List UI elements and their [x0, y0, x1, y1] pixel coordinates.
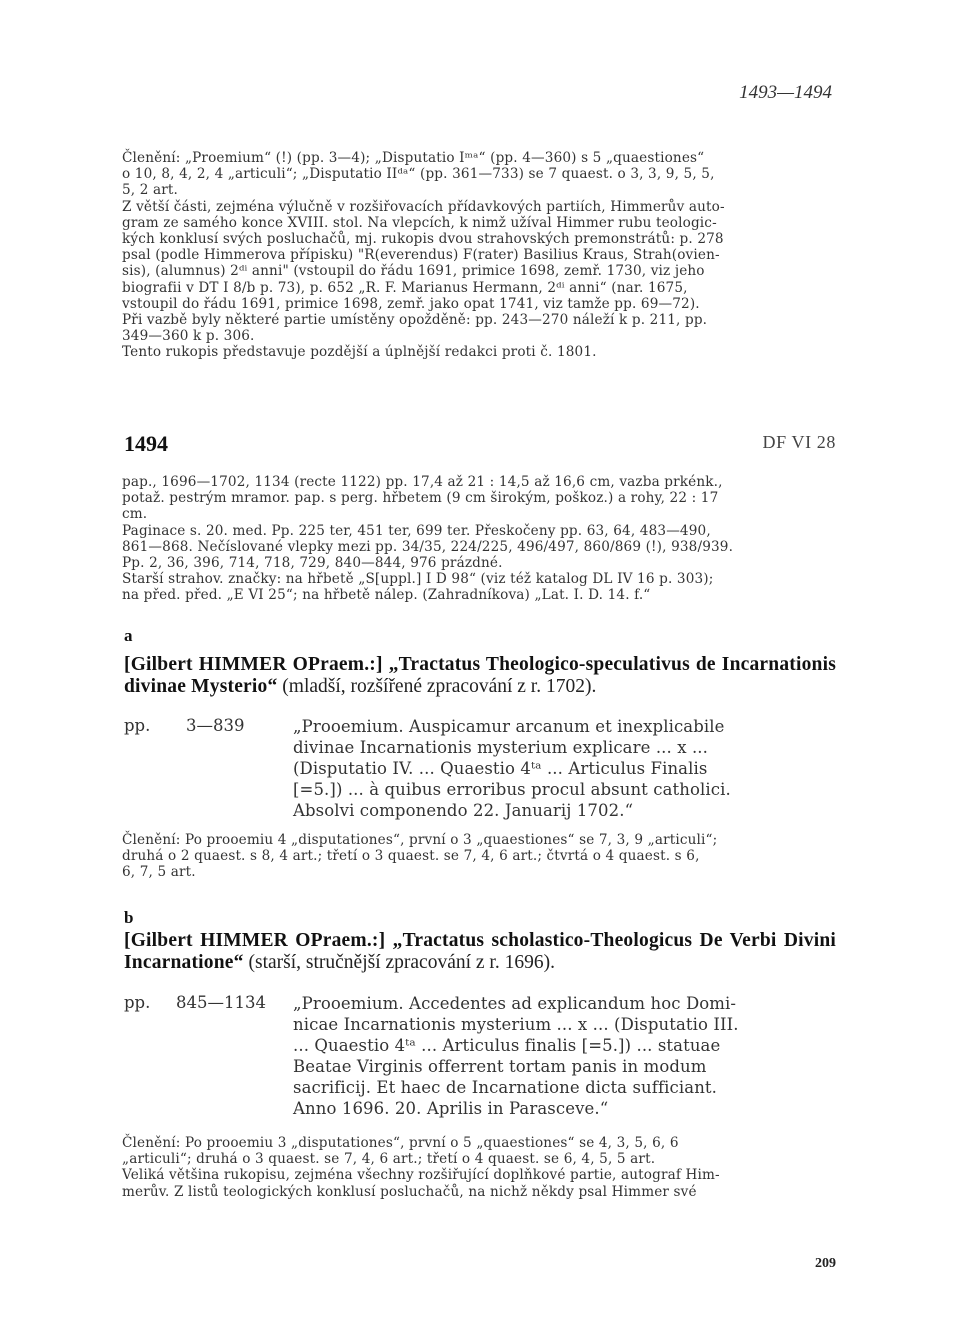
- text-line: o 10, 8, 4, 2, 4 „articuli“; „Disputatio IIᵈᵃ“ (pp. 361—733) se 7 quaest. o 3, 3, 9, 5, 5,: [122, 166, 715, 183]
- text-line: Starší strahov. značky: na hřbetě „S[uppl.] I D 98“ (viz též katalog DL IV 16 p. 303);: [122, 571, 714, 588]
- part-b-notes: [122, 1135, 840, 1200]
- incipit-line: „Prooemium. Accedentes ad explicandum hoc Domi-: [293, 994, 737, 1013]
- text-line: psal (podle Himmerova přípisku) "R(everendus) F(rater) Basilius Kraus, Strah(ovien-: [122, 247, 720, 264]
- part-b-title-rest: (starší, stručnější zpracování z r. 1696).: [243, 952, 555, 973]
- part-letter-b: b: [124, 908, 134, 927]
- text-line: 5, 2 art.: [122, 182, 178, 199]
- text-line: cm.: [122, 506, 148, 523]
- part-b-title: [124, 930, 836, 974]
- incipit-line: Absolvi componendo 22. Januarij 1702.“: [293, 801, 634, 820]
- part-a-title-bold: [Gilbert HIMMER OPraem.:] „Tractatus Theologico-speculativus de Incarnationis divinae Mysterio“: [124, 654, 836, 697]
- part-a-page-range: 3—839: [186, 716, 245, 735]
- incipit-line: nicae Incarnationis mysterium ... x ... (Disputatio III.: [293, 1015, 739, 1034]
- shelfmark: DF VI 28: [762, 432, 836, 452]
- part-a-title: [124, 654, 836, 698]
- text-line: Členění: „Proemium“ (!) (pp. 3—4); „Disputatio Iᵐᵃ“ (pp. 4—360) s 5 „quaestiones“: [122, 150, 705, 166]
- incipit-line: Beatae Virginis offerrent tortam panis in modum: [293, 1057, 707, 1076]
- prev-entry-notes: [122, 150, 840, 361]
- text-line: gram ze samého konce XVIII. stol. Na vlepcích, k nimž užíval Himmer rubu teologic-: [122, 214, 717, 231]
- incipit-line: „Prooemium. Auspicamur arcanum et inexplicabile: [293, 717, 725, 736]
- incipit-line: divinae Incarnationis mysterium explicare ... x ...: [293, 738, 708, 757]
- incipit-line: ... Quaestio 4ᵗᵃ ... Articulus finalis [=5.]) ... statuae: [293, 1036, 721, 1055]
- text-line: Z větší části, zejména výlučně v rozšiřovacích přídavkových partiích, Himmerův auto-: [122, 198, 725, 215]
- text-line: biografii v DT I 8/b p. 73), p. 652 „R. F. Marianus Hermann, 2ᵈⁱ anni“ (nar. 1675,: [122, 279, 688, 296]
- text-line: potaž. pestrým mramor. pap. s perg. hřbetem (9 cm širokým, poškoz.) a rohy, 22 : 17: [122, 490, 719, 507]
- text-line: 861—868. Nečíslované vlepky mezi pp. 34/35, 224/225, 496/497, 860/869 (!), 938/939.: [122, 538, 734, 555]
- text-line: pap., 1696—1702, 1134 (recte 1122) pp. 17,4 až 21 : 14,5 až 16,6 cm, vazba prkénk.,: [122, 474, 723, 490]
- part-a-notes: [122, 832, 840, 881]
- text-line: na před. před. „E VI 25“; na hřbetě nálep. (Zahradníkova) „Lat. I. D. 14. f.“: [122, 587, 651, 604]
- part-a-title-rest: (mladší, rozšířené zpracování z r. 1702).: [277, 676, 597, 697]
- part-b-page-range: 845—1134: [176, 993, 266, 1012]
- text-line: Pp. 2, 36, 396, 714, 718, 729, 840—844, 976 prázdné.: [122, 555, 503, 572]
- text-line: Při vazbě byly některé partie umístěny opožděně: pp. 243—270 náleží k p. 211, pp.: [122, 312, 708, 329]
- incipit-line: (Disputatio IV. ... Quaestio 4ᵗᵃ ... Articulus Finalis: [293, 759, 708, 778]
- part-a-pp-label: pp.: [124, 716, 151, 735]
- part-b-incipit: [293, 993, 837, 1119]
- text-line: 6, 7, 5 art.: [122, 864, 196, 881]
- text-line: kých konklusí svých posluchačů, mj. rukopis dvou strahovských premonstrátů: p. 278: [122, 231, 724, 248]
- part-letter-a: a: [124, 626, 133, 645]
- part-b-pp-label: pp.: [124, 993, 151, 1012]
- incipit-line: [=5.]) ... à quibus erroribus procul absunt catholici.: [293, 780, 731, 799]
- entry-number: 1494: [124, 431, 168, 456]
- text-line: „articuli“; druhá o 3 quaest. se 7, 4, 6 art.; třetí o 4 quaest. se 6, 4, 5, 5 art.: [122, 1151, 656, 1168]
- text-line: sis), (alumnus) 2ᵈⁱ anni" (vstoupil do řádu 1691, primice 1698, zemř. 1730, viz jeho: [122, 263, 705, 280]
- incipit-line: Anno 1696. 20. Aprilis in Parasceve.“: [293, 1099, 609, 1118]
- entry-description: [122, 474, 840, 604]
- incipit-line: sacrificij. Et haec de Incarnatione dicta sufficiant.: [293, 1078, 718, 1097]
- text-line: Paginace s. 20. med. Pp. 225 ter, 451 ter, 699 ter. Přeskočeny pp. 63, 64, 483—490,: [122, 522, 711, 539]
- text-line: Tento rukopis představuje pozdější a úplnější redakci proti č. 1801.: [122, 344, 597, 361]
- text-line: Veliká většina rukopisu, zejména všechny rozšiřující doplňkové partie, autograf Him-: [122, 1167, 720, 1184]
- text-line: Členění: Po prooemiu 4 „disputationes“, první o 3 „quaestiones“ se 7, 3, 9 „articuli“;: [122, 832, 718, 848]
- text-line: vstoupil do řádu 1691, primice 1698, zemř. jako opat 1741, viz tamže pp. 69—72).: [122, 295, 700, 312]
- part-a-incipit: [293, 716, 837, 821]
- page-number: 209: [815, 1256, 836, 1271]
- part-b-title-bold: [Gilbert HIMMER OPraem.:] „Tractatus scholastico-Theologicus De Verbi Divini Incarnatione“: [124, 930, 836, 973]
- text-line: druhá o 2 quaest. s 8, 4 art.; třetí o 3 quaest. se 7, 4, 6 art.; čtvrtá o 4 quaest. s 6,: [122, 848, 700, 865]
- text-line: Členění: Po prooemiu 3 „disputationes“, první o 5 „quaestiones“ se 4, 3, 5, 6, 6: [122, 1135, 679, 1151]
- running-head: 1493—1494: [739, 82, 832, 103]
- text-line: 349—360 k p. 306.: [122, 328, 255, 345]
- text-line: merův. Z listů teologických konklusí posluchačů, na nichž někdy psal Himmer své: [122, 1183, 697, 1200]
